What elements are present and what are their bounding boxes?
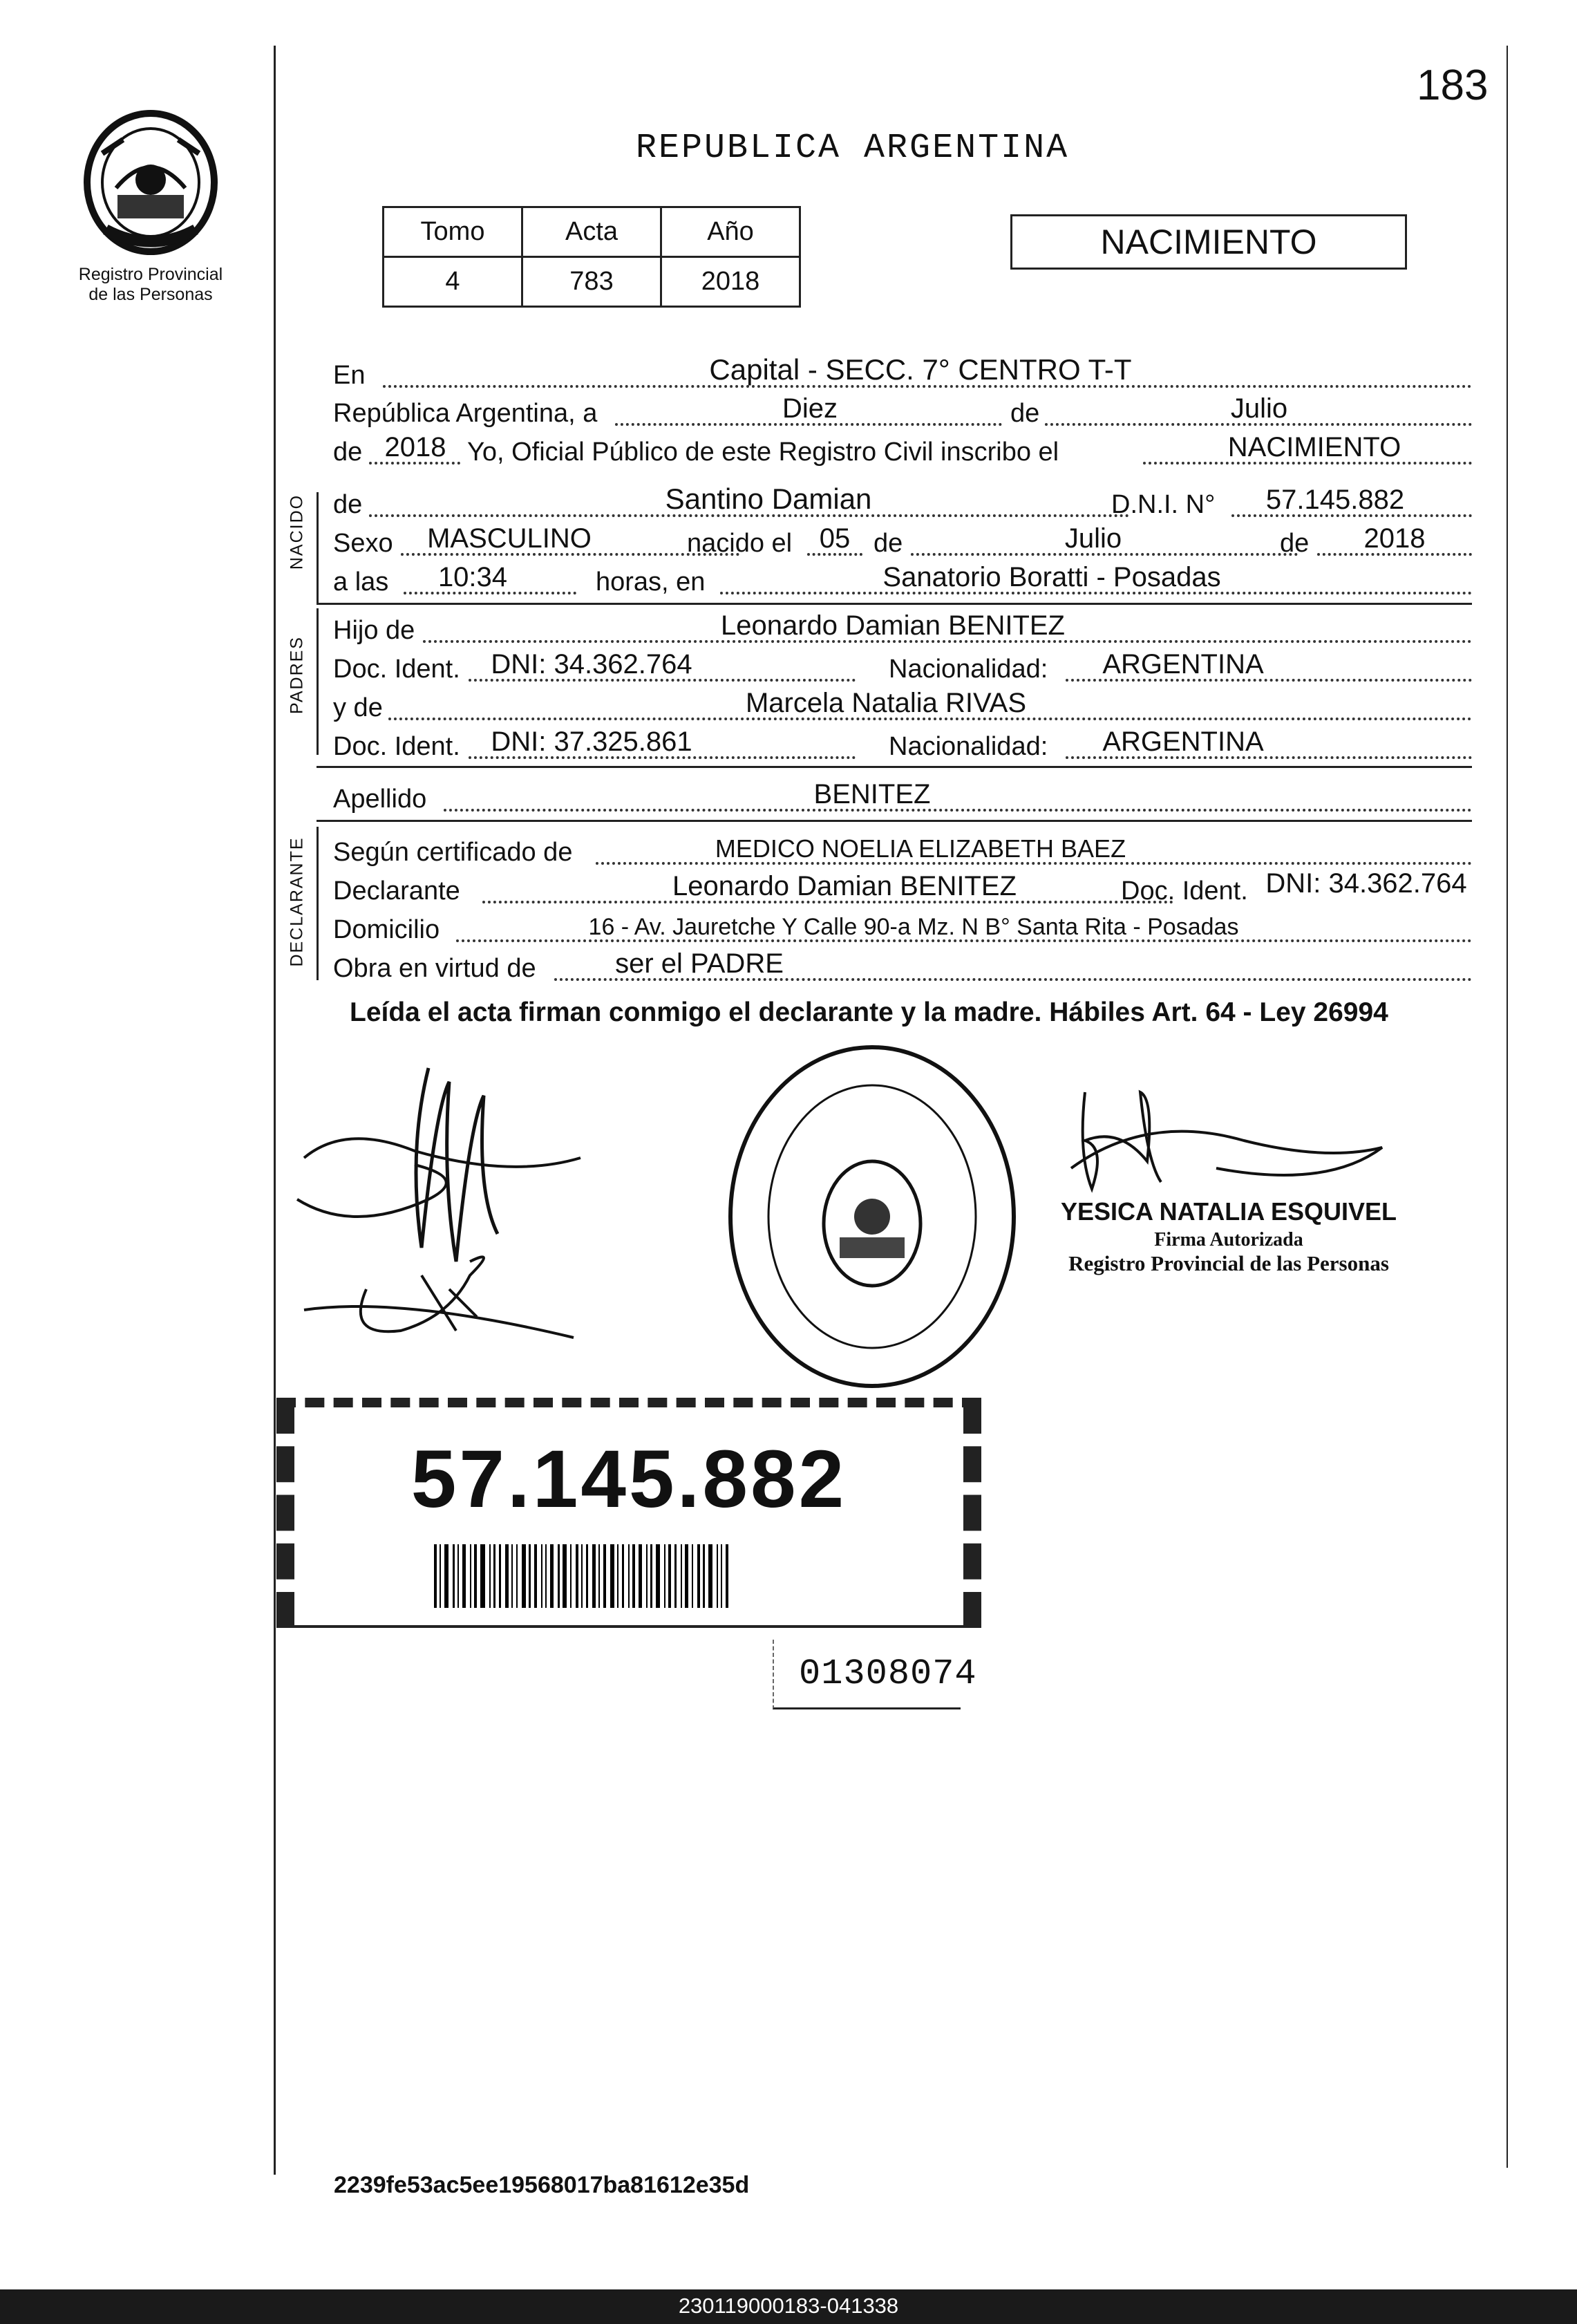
label-nacido-el: nacido el [687, 529, 793, 558]
label-de: de [333, 490, 363, 519]
value-day: Diez [782, 393, 838, 424]
row-certificado [333, 833, 1472, 868]
value-mother-doc: DNI: 37.325.861 [491, 727, 692, 757]
barcode-bar [462, 1544, 466, 1608]
label-father-doc: Doc. Ident. [333, 655, 460, 684]
barcode-bar [480, 1544, 485, 1608]
table-cell-acta: 783 [522, 257, 661, 307]
seal-bottom-text [795, 1327, 800, 1328]
value-place: Capital - SECC. 7° CENTRO T-T [709, 353, 1132, 386]
label-republica: República Argentina, a [333, 399, 598, 428]
barcode-bar [541, 1544, 542, 1608]
barcode-bar [529, 1544, 531, 1608]
barcode-bar [474, 1544, 477, 1608]
barcode-bar [646, 1544, 648, 1608]
barcode-bar [603, 1544, 606, 1608]
value-birthplace: Sanatorio Boratti - Posadas [882, 562, 1221, 592]
barcode-bar [489, 1544, 491, 1608]
value-declarante-doc: DNI: 34.362.764 [1265, 868, 1467, 899]
barcode-bar [632, 1544, 635, 1608]
value-month: Julio [1230, 393, 1288, 424]
row-domicilio [333, 910, 1472, 945]
barcode-bar [570, 1544, 572, 1608]
barcode-bar [598, 1544, 600, 1608]
barcode-bar [558, 1544, 560, 1608]
barcode-bar [622, 1544, 624, 1608]
label-certificado: Según certificado de [333, 838, 573, 867]
value-domicilio: 16 - Av. Jauretche Y Calle 90-a Mz. N B° Santa Rita - Posadas [588, 914, 1239, 940]
row-apellido [333, 780, 1472, 814]
signatory-title: Firma Autorizada [1154, 1229, 1303, 1250]
barcode-bar [586, 1544, 588, 1608]
province-emblem [75, 105, 227, 257]
row-hijo-de [333, 611, 1472, 646]
signatory-block [1049, 1197, 1408, 1276]
row-republica [333, 394, 1472, 429]
label-declarante-doc: Doc. Ident. [1121, 877, 1248, 906]
barcode-bar [668, 1544, 671, 1608]
barcode-bar [628, 1544, 630, 1608]
barcode-bar [681, 1544, 682, 1608]
label-domicilio: Domicilio [333, 915, 440, 944]
footer-code: 230119000183-041338 [678, 2294, 899, 2318]
barcode-bar [650, 1544, 652, 1608]
control-stamp-number: 01308074 [799, 1653, 977, 1694]
id-number: 57.145.882 [410, 1434, 847, 1525]
row-sexo [333, 524, 1472, 559]
row-year [333, 433, 1472, 467]
emblem-caption-line2: de las Personas [88, 285, 213, 304]
label-declarante: Declarante [333, 877, 460, 906]
barcode-bar [717, 1544, 718, 1608]
barcode-bar [457, 1544, 459, 1608]
section-label-padres: PADRES [287, 636, 307, 714]
value-father-nat: ARGENTINA [1102, 649, 1264, 680]
barcode-bar [703, 1544, 705, 1608]
signatory-office: Registro Provincial de las Personas [1068, 1251, 1389, 1275]
barcode-bar [610, 1544, 614, 1608]
declarant-signature [290, 1040, 594, 1365]
barcode-bar [685, 1544, 688, 1608]
barcode-bar [721, 1544, 722, 1608]
table-header-tomo: Tomo [384, 207, 522, 257]
closing-text: Leída el acta firman conmigo el declarante y la madre. Hábiles Art. 64 - Ley 26994 [350, 997, 1388, 1027]
label-horas: horas, en [596, 568, 706, 597]
barcode-bar [511, 1544, 513, 1608]
row-hora [333, 563, 1472, 597]
barcode-bar [499, 1544, 501, 1608]
barcode-bar [505, 1544, 509, 1608]
barcode-bar [493, 1544, 495, 1608]
row-obra [333, 949, 1472, 984]
section-label-declarante: DECLARANTE [287, 836, 307, 967]
label-a-las: a las [333, 568, 389, 597]
barcode-bar [726, 1544, 728, 1608]
label-obra: Obra en virtud de [333, 954, 536, 983]
label-mother-nat: Nacionalidad: [889, 732, 1048, 761]
signatory-name: YESICA NATALIA ESQUIVEL [1060, 1197, 1397, 1226]
apellido-divider [317, 820, 1472, 822]
barcode-bar [664, 1544, 665, 1608]
value-father-name: Leonardo Damian BENITEZ [720, 610, 1065, 641]
padres-divider [317, 766, 1472, 768]
label-y-de: y de [333, 693, 383, 722]
barcode-bar [581, 1544, 583, 1608]
barcode-bar [434, 1544, 437, 1608]
value-mother-name: Marcela Natalia RIVAS [745, 688, 1027, 718]
emblem-caption [41, 265, 260, 305]
label-de-month: de [1010, 399, 1040, 428]
barcode-bar [453, 1544, 455, 1608]
label-oficial: Yo, Oficial Público de este Registro Civil inscribo el [467, 438, 1059, 467]
label-father-nat: Nacionalidad: [889, 655, 1048, 684]
footer-strip [0, 2289, 1577, 2324]
row-nacido-name [333, 482, 1472, 520]
barcode-bar [522, 1544, 526, 1608]
barcode-bar [674, 1544, 677, 1608]
row-father-doc [333, 650, 1472, 684]
value-birth-month: Julio [1064, 523, 1122, 554]
value-obra: ser el PADRE [615, 948, 784, 979]
barcode-bar [444, 1544, 448, 1608]
barcode-bar [440, 1544, 441, 1608]
value-inscription-type: NACIMIENTO [1227, 432, 1401, 462]
barcode-bar [563, 1544, 567, 1608]
value-time: 10:34 [437, 562, 508, 592]
section-label-nacido: NACIDO [287, 494, 307, 570]
official-seal [719, 1037, 1026, 1396]
barcode-bar [592, 1544, 596, 1608]
value-mother-nat: ARGENTINA [1102, 727, 1264, 757]
table-cell-anio: 2018 [661, 257, 800, 307]
label-hijo-de: Hijo de [333, 616, 415, 645]
label-de-year: de [333, 438, 363, 467]
value-child-dni: 57.145.882 [1265, 485, 1405, 515]
row-mother-doc [333, 727, 1472, 762]
nacido-divider [317, 603, 1472, 605]
row-y-de [333, 688, 1472, 723]
table-header-anio: Año [661, 207, 800, 257]
declarante-bracket [317, 827, 319, 980]
barcode-bar [470, 1544, 471, 1608]
value-declarante-name: Leonardo Damian BENITEZ [672, 871, 1017, 901]
left-margin-line [274, 46, 276, 2175]
right-margin-line [1507, 46, 1508, 2168]
label-dni: D.N.I. N° [1111, 490, 1216, 519]
value-sexo: MASCULINO [427, 523, 592, 554]
barcode-bar [639, 1544, 642, 1608]
row-declarante [333, 868, 1472, 906]
barcode-bar [692, 1544, 693, 1608]
barcode-bar [656, 1544, 660, 1608]
doc-type-box: NACIMIENTO [1010, 214, 1407, 270]
label-mother-doc: Doc. Ident. [333, 732, 460, 761]
row-en [333, 353, 1472, 391]
id-barcode-label [276, 1398, 981, 1628]
value-child-name: Santino Damian [665, 482, 872, 515]
table-cell-tomo: 4 [384, 257, 522, 307]
control-stamp [773, 1640, 977, 1709]
barcode-bar [697, 1544, 700, 1608]
value-apellido: BENITEZ [813, 779, 931, 809]
value-certificado: MEDICO NOELIA ELIZABETH BAEZ [715, 834, 1126, 863]
record-table [382, 206, 801, 308]
barcode [434, 1544, 733, 1608]
page-number: 183 [1417, 62, 1489, 109]
barcode-bar [550, 1544, 554, 1608]
value-birth-day: 05 [819, 523, 851, 554]
barcode-bar [576, 1544, 578, 1608]
value-birth-year: 2018 [1363, 523, 1426, 554]
barcode-bar [617, 1544, 618, 1608]
label-sexo: Sexo [333, 529, 393, 558]
table-header-acta: Acta [522, 207, 661, 257]
padres-bracket [317, 608, 319, 755]
value-father-doc: DNI: 34.362.764 [491, 649, 692, 680]
emblem-caption-line1: Registro Provincial [78, 265, 223, 284]
label-de-birth-year: de [1280, 529, 1310, 558]
barcode-bar [516, 1544, 518, 1608]
header-title: REPUBLICA ARGENTINA [636, 129, 1070, 168]
label-en: En [333, 361, 366, 390]
barcode-bar [545, 1544, 547, 1608]
nacido-bracket [317, 492, 319, 604]
document-hash: 2239fe53ac5ee19568017ba81612e35d [334, 2172, 750, 2198]
seal-inner-text [774, 1078, 783, 1079]
barcode-bar [708, 1544, 712, 1608]
barcode-bar [534, 1544, 537, 1608]
value-year: 2018 [384, 432, 446, 462]
label-de-birth-month: de [874, 529, 903, 558]
label-apellido: Apellido [333, 785, 427, 814]
